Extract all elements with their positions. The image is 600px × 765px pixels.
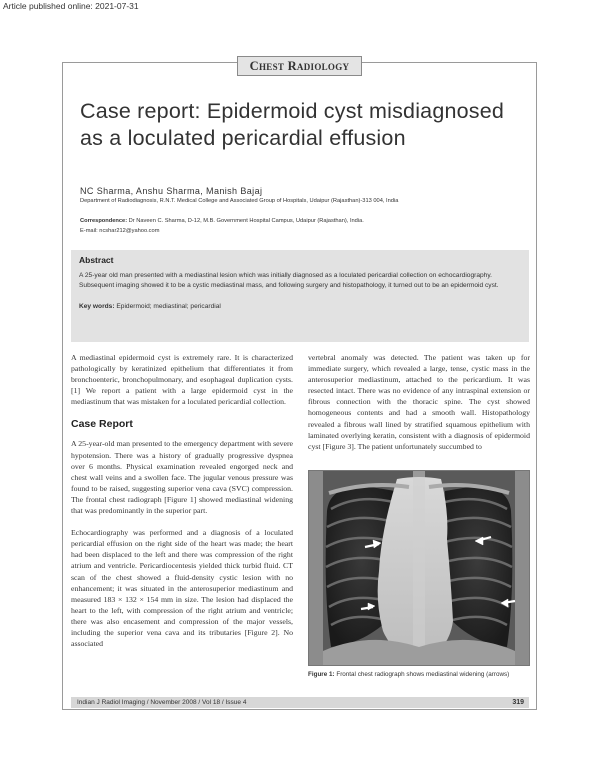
figure-caption-text: Frontal chest radiograph shows mediastinal widening (arrows) bbox=[334, 671, 510, 678]
correspondence-address: Dr Naveen C. Sharma, D-12, M.B. Government Hospital Campus, Udaipur (Rajasthan), India. bbox=[127, 218, 364, 224]
correspondence-label: Correspondence: bbox=[80, 218, 128, 224]
intro-paragraph: A mediastinal epidermoid cyst is extremely rare. It is characterized pathologically by keratinized epithelium that differentiates it from bronchoenteric, bronchopulmonary, and esophageal duplication cysts.[1] We report a patient with a large epidermoid cyst in the mediastinum that was mistaken for a loculated pericardial collection. bbox=[71, 353, 293, 407]
figure-caption bbox=[308, 671, 530, 680]
article-title: Case report: Epidermoid cyst misdiagnosed as a loculated pericardial effusion bbox=[80, 99, 505, 150]
figure-caption-label: Figure 1: bbox=[308, 671, 335, 678]
abstract-box bbox=[71, 250, 529, 342]
left-column bbox=[71, 352, 293, 649]
keywords-label: Key words: bbox=[79, 302, 115, 310]
author-affiliation: Department of Radiodiagnosis, R.N.T. Medical College and Associated Group of Hospitals, Udaipur (Rajasthan)-313 004, India bbox=[80, 198, 399, 204]
case-paragraph-2: Echocardiography was performed and a diagnosis of a loculated pericardial effusion on the right side of the heart was made; the heart had been displaced to the left and there was compression of the right atrium and ventricle. Pericardiocentesis yielded thick turbid fluid. CT scan of the chest showed a fluid-density cystic lesion with no enhancement; it was situated in the anterosuperior mediastinum and measured 183 × 132 × 154 mm in size. The lesion had displaced the heart to the left, with compression of the right atrium and ventricle; there was also encasement and compression of the major vessels, including the superior vena cava and its tributaries [Figure 2]. No associated bbox=[71, 528, 293, 649]
correspondence-email: E-mail: ncshar212@yahoo.com bbox=[80, 227, 160, 234]
footer-journal: Indian J Radiol Imaging / November 2008 / Vol 18 / Issue 4 bbox=[77, 699, 247, 706]
keywords bbox=[79, 303, 521, 310]
abstract-text: A 25-year old man presented with a mediastinal lesion which was initially diagnosed as a loculated pericardial collection on echocardiography. Subsequent imaging showed it to be a cystic mediastinal mass, and following surgery and histopathology, it turned out to be an epidermoid cyst. bbox=[79, 272, 499, 290]
case-paragraph-1: A 25-year-old man presented to the emergency department with severe hypotension. There was a history of gradually progressive dyspnea over 6 months. Physical examination revealed engorged neck and chest wall veins and a swollen face. The jugular venous pressure was found to be raised, suggesting superior vena cava (SVC) compression. The frontal chest radiograph [Figure 1] showed mediastinal widening that was predominantly in the superior part. bbox=[71, 439, 293, 516]
publication-date-line: Article published online: 2021-07-31 bbox=[3, 1, 139, 11]
right-paragraph-1: vertebral anomaly was detected. The patient was taken up for immediate surgery, which revealed a large, tense, cystic mass in the anterosuperior mediastinum, attached to the pericardium. It was resected intact. There was no evidence of any intraspinal extension or fibrous connection with the thoracic spine. The cyst showed homogeneous contents and had a smooth wall. Histopathology revealed a fibrous wall lined by stratified squamous epithelium with laminated overlying keratin, consistent with a diagnosis of epidermoid cyst [Figure 3]. The patient unfortunately succumbed to bbox=[308, 353, 530, 451]
case-report-heading: Case Report bbox=[71, 418, 133, 431]
keywords-text: Epidermoid; mediastinal; pericardial bbox=[114, 302, 221, 310]
chest-radiograph-image bbox=[309, 471, 529, 665]
chest-radiograph-figure bbox=[308, 470, 530, 666]
right-column bbox=[308, 352, 530, 452]
author-list: NC Sharma, Anshu Sharma, Manish Bajaj bbox=[80, 186, 263, 196]
page-number: 319 bbox=[512, 699, 524, 706]
correspondence bbox=[80, 217, 520, 236]
section-tag: Chest Radiology bbox=[237, 56, 362, 76]
abstract-heading: Abstract bbox=[79, 255, 114, 265]
